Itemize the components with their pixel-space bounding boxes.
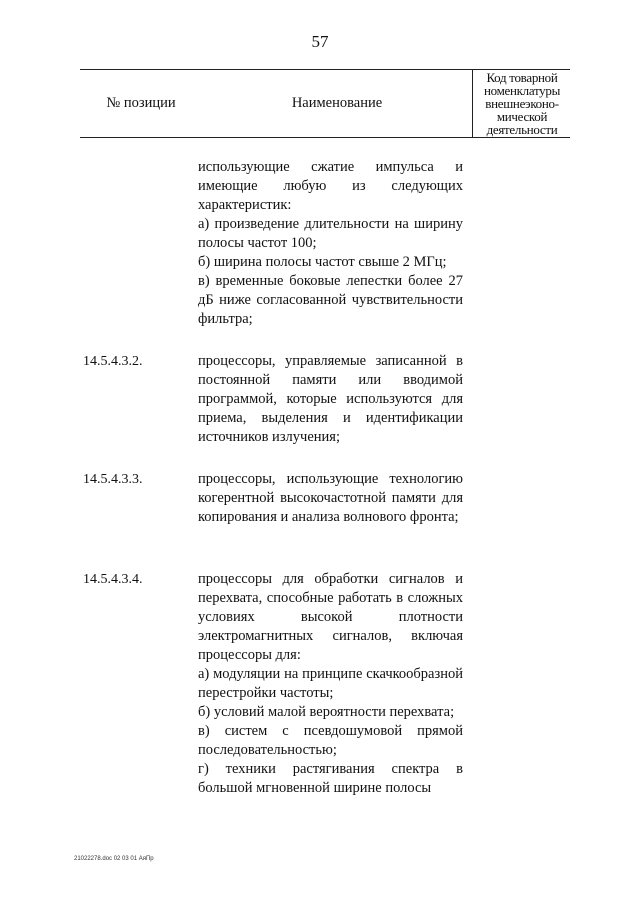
paragraph: б) ширина полосы частот свыше 2 МГц; <box>198 254 447 270</box>
paragraph: процессоры, использующие технологию когерентной высокочастотной памяти для копирования и анализа волнового фронта; <box>198 471 463 525</box>
entry-text <box>198 352 463 447</box>
position-number: 14.5.4.3.3. <box>83 472 143 487</box>
paragraph: а) модуляции на принципе скачкообразной перестройки частоты; <box>198 666 463 701</box>
paragraph: в) временные боковые лепестки более 27 дБ ниже согласованной чувствительности фильтра; <box>198 273 463 327</box>
footer-code: 21022278.doc 02 03 01 АяПр <box>74 856 154 862</box>
name-column-header: Наименование <box>291 95 383 111</box>
position-number: 14.5.4.3.2. <box>83 354 143 369</box>
paragraph: а) произведение длительности на ширину полосы частот 100; <box>198 216 463 251</box>
paragraph: в) систем с псевдошумовой прямой последовательностью; <box>198 723 463 758</box>
code-column-header: Код товарной номенклатуры внешнеэконо-мической деятельности <box>472 70 571 138</box>
paragraph: процессоры для обработки сигналов и перехвата, способные работать в сложных условиях высокой плотности электромагнитных сигналов, включая процессоры для: <box>198 571 463 663</box>
paragraph: процессоры, управляемые записанной в постоянной памяти или вводимой программой, которые используются для приема, выделения и идентификации источников излучения; <box>198 353 463 445</box>
position-number: 14.5.4.3.4. <box>83 572 143 587</box>
page-number: 57 <box>311 32 329 51</box>
paragraph: использующие сжатие импульса и имеющие любую из следующих характеристик: <box>198 159 463 213</box>
position-column-header: № позиции <box>106 95 176 111</box>
paragraph: г) техники растягивания спектра в большой мгновенной ширине полосы <box>198 761 463 796</box>
continuation-text <box>198 158 463 329</box>
paragraph: б) условий малой вероятности перехвата; <box>198 704 455 720</box>
entry-text <box>198 570 463 798</box>
entry-text <box>198 470 463 527</box>
